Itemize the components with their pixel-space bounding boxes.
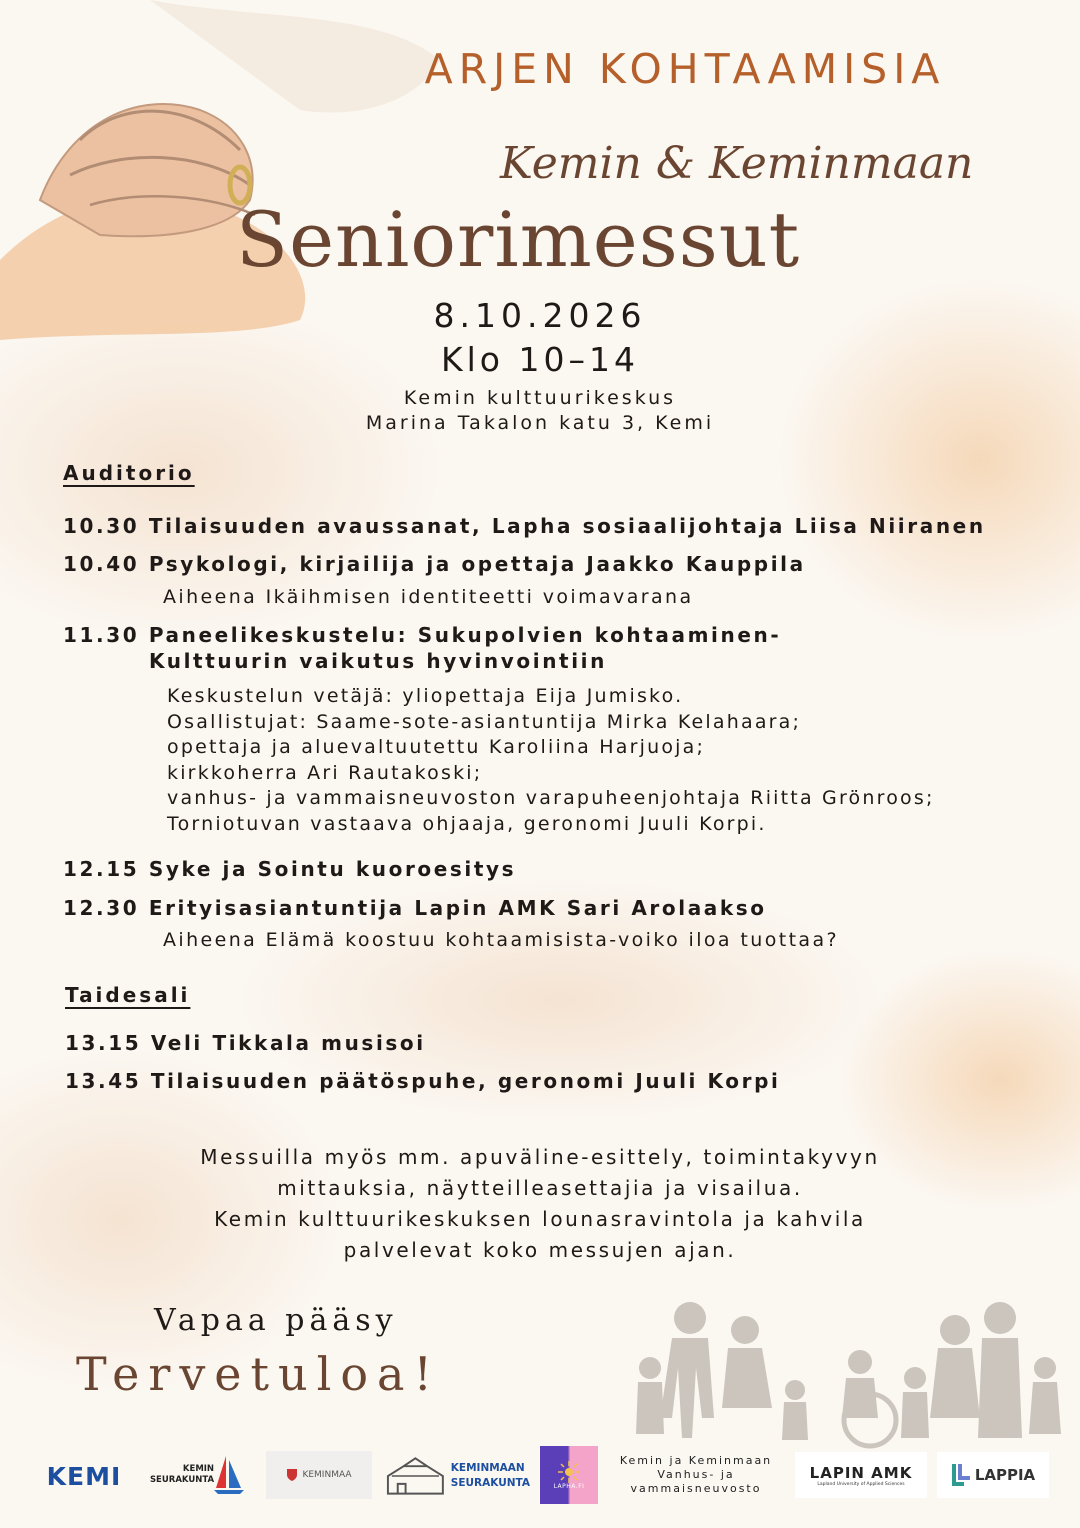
- schedule-item: 11.30 Paneelikeskustelu: Sukupolvien kohtaaminen-: [63, 623, 782, 647]
- neuvosto-line: vammaisneuvosto: [630, 1482, 762, 1495]
- panel-line: kirkkoherra Ari Rautakoski;: [167, 761, 483, 784]
- venue: [0, 386, 1080, 436]
- kemin-seurakunta-logo: [144, 1452, 250, 1498]
- lapin-amk-label: LAPIN AMK: [809, 1463, 913, 1482]
- schedule-item: 12.30 Erityisasiantuntija Lapin AMK Sari Arolaakso: [63, 896, 767, 920]
- lappia-logo: [937, 1452, 1049, 1498]
- section-heading-taidesali: Taidesali: [65, 983, 191, 1007]
- venue-name: Kemin kulttuurikeskus: [403, 387, 677, 409]
- venue-address: Marina Takalon katu 3, Kemi: [365, 412, 715, 434]
- keminmaan-seurakunta-logo: [384, 1453, 530, 1499]
- schedule-item: 10.40 Psykologi, kirjailija ja opettaja Jaakko Kauppila: [63, 552, 806, 576]
- event-date: 8.10.2026: [433, 296, 647, 335]
- panel-details: [167, 684, 935, 838]
- info-line: Messuilla myös mm. apuväline-esittely, toimintakyvyn: [200, 1145, 880, 1169]
- panel-line: Keskustelun vetäjä: yliopettaja Eija Jumisko.: [167, 685, 684, 707]
- keminmaa-logo: [266, 1451, 372, 1499]
- kemin-seurakunta-line: KEMIN: [182, 1464, 215, 1474]
- family-silhouettes: [636, 1302, 1061, 1446]
- kemin-seurakunta-line: SEURAKUNTA: [149, 1475, 215, 1485]
- sail-icon: [214, 1454, 244, 1496]
- panel-line: vanhus- ja vammaisneuvoston varapuheenjohtaja Riitta Grönroos;: [167, 787, 935, 810]
- free-entry: Vapaa pääsy: [154, 1303, 398, 1338]
- schedule-topic: Aiheena Ikäihmisen identiteetti voimavarana: [163, 586, 694, 608]
- subtitle: Kemin & Keminmaan: [500, 138, 974, 189]
- event-time: Klo 10–14: [441, 340, 639, 379]
- church-icon: [384, 1456, 447, 1496]
- lapha-logo: [540, 1446, 598, 1504]
- lappia-mark-icon: [951, 1462, 973, 1488]
- lappia-label: LAPPIA: [974, 1466, 1036, 1484]
- panel-line: Osallistujat: Saame-sote-asiantuntija Mirka Kelahaara;: [167, 710, 802, 733]
- tagline: ARJEN KOHTAAMISIA: [424, 45, 946, 93]
- keminmaa-label: KEMINMAA: [302, 1470, 352, 1480]
- sun-icon: [558, 1461, 580, 1483]
- info-line: mittauksia, näytteilleasettajia ja visailua.: [277, 1176, 803, 1200]
- lapin-amk-sub: Lapland University of Applied Sciences: [817, 1481, 905, 1487]
- lapha-label: LAPHA.FI: [553, 1482, 585, 1490]
- lapin-amk-logo: [795, 1452, 927, 1498]
- keminmaan-seurakunta-line: KEMINMAAN: [450, 1462, 525, 1474]
- neuvosto-line: Kemin ja Keminmaan: [619, 1454, 773, 1467]
- neuvosto-line: Vanhus- ja: [657, 1468, 735, 1481]
- schedule-item: 10.30 Tilaisuuden avaussanat, Lapha sosiaalijohtaja Liisa Niiranen: [63, 514, 986, 538]
- schedule-topic: Aiheena Elämä koostuu kohtaamisista-voiko iloa tuottaa?: [163, 929, 840, 951]
- neuvosto-logo: [606, 1452, 786, 1498]
- shield-icon: [286, 1468, 298, 1482]
- schedule-item: 13.45 Tilaisuuden päätöspuhe, geronomi Juuli Korpi: [65, 1069, 781, 1093]
- schedule-item-line2: Kulttuurin vaikutus hyvinvointiin: [149, 649, 607, 673]
- page-title: Seniorimessut: [236, 195, 801, 284]
- info-text: [0, 1142, 1080, 1266]
- schedule-item: 13.15 Veli Tikkala musisoi: [65, 1031, 426, 1055]
- welcome-text: Tervetuloa!: [76, 1347, 441, 1401]
- panel-line: opettaja ja aluevaltuutettu Karoliina Harjuoja;: [167, 736, 706, 759]
- kemi-logo: KEMI: [46, 1461, 122, 1491]
- panel-line: Torniotuvan vastaava ohjaaja, geronomi Juuli Korpi.: [167, 812, 767, 835]
- section-heading-auditorio: Auditorio: [63, 461, 195, 485]
- info-line: palvelevat koko messujen ajan.: [343, 1238, 737, 1262]
- keminmaan-seurakunta-line: SEURAKUNTA: [450, 1477, 530, 1489]
- info-line: Kemin kulttuurikeskuksen lounasravintola ja kahvila: [214, 1207, 866, 1231]
- schedule-item: 12.15 Syke ja Sointu kuoroesitys: [63, 857, 517, 881]
